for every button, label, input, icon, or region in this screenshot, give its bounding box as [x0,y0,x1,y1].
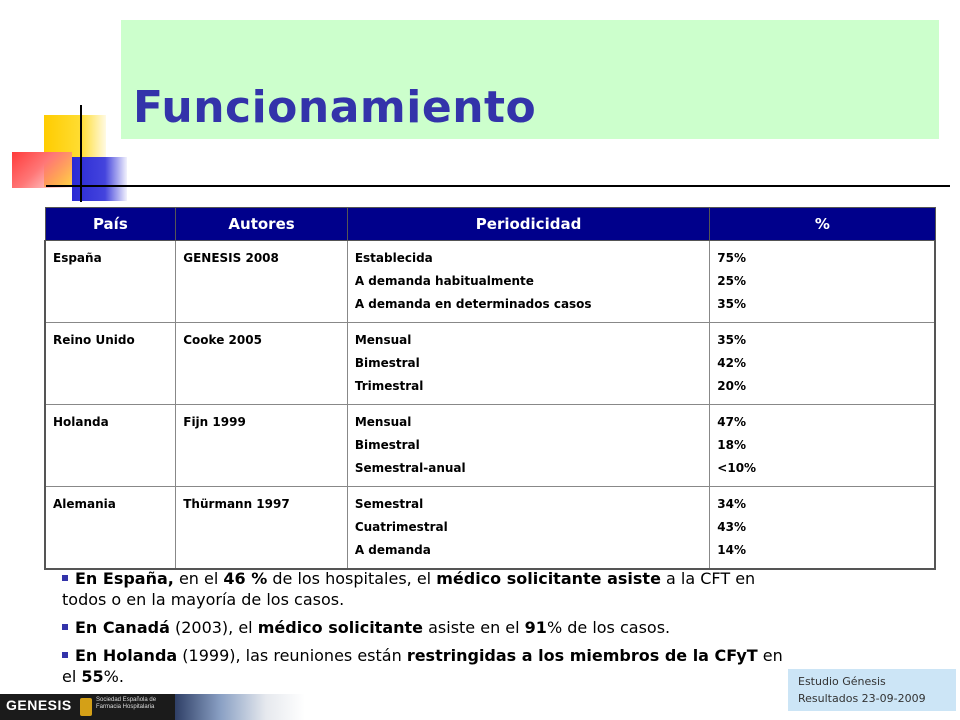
cell-pais: Alemania [45,487,176,570]
cell-periodicidad [347,323,709,405]
percent-line: 14% [717,543,747,557]
cell-autores: Thürmann 1997 [176,487,348,570]
table-row [45,487,935,570]
sefh-emblem-icon [80,698,92,716]
cell-percent [710,487,935,570]
periodicidad-line: Semestral-anual [354,461,466,475]
table-row [45,405,935,487]
cell-autores: GENESIS 2008 [176,241,348,323]
bullet-marker [62,624,68,630]
table-row [45,241,935,323]
sefh-logo-text [96,697,156,711]
decorative-red-square [12,152,72,188]
sefh-line: Farmacia Hospitalaria [96,704,155,710]
cell-pais: España [45,241,176,323]
periodicidad-line: Bimestral [354,356,420,370]
table-row [45,323,935,405]
percent-line: 35% [717,333,747,347]
bullet-marker [62,652,68,658]
bullet-bold: En Canadá [75,618,170,637]
bullet-text: de los hospitales, el [267,569,437,588]
cell-percent [710,323,935,405]
bullet-text: % de los casos. [546,618,671,637]
studies-table [44,207,936,570]
percent-line: 20% [717,379,747,393]
cell-pais: Holanda [45,405,176,487]
cell-autores: Cooke 2005 [176,323,348,405]
study-info-box [788,669,956,711]
cell-periodicidad [347,487,709,570]
bullet-bold: En Holanda [75,646,178,665]
bullet-text: asiste en el [423,618,525,637]
bullet-text: a la CFT en todos o en la mayoría de los casos. [62,569,756,609]
bullet-bold: restringidas a los miembros de la CFyT [406,646,758,665]
header-pais: País [45,208,176,241]
percent-line: 43% [717,520,747,534]
cell-percent [710,241,935,323]
periodicidad-line: Mensual [354,415,412,429]
bullet-text: en el [173,569,224,588]
bullet-bold: 46 % [223,569,268,588]
periodicidad-line: A demanda en determinados casos [354,297,592,311]
percent-line: <10% [717,461,757,475]
decorative-vertical-line [80,105,82,202]
bullet-bold: En España, [75,569,174,588]
bullet-bold: 55 [81,667,104,686]
decorative-horizontal-line [46,185,950,187]
percent-line: 35% [717,297,747,311]
percent-line: 18% [717,438,747,452]
study-name: Estudio Génesis [798,675,886,688]
header-percent: % [710,208,935,241]
header-periodicidad: Periodicidad [347,208,709,241]
sefh-line: Sociedad Española de [96,697,157,703]
periodicidad-line: A demanda habitualmente [354,274,534,288]
bullet-text: (1999), las reuniones están [177,646,407,665]
bullet-text: (2003), el [169,618,258,637]
percent-line: 47% [717,415,747,429]
periodicidad-line: Establecida [354,251,433,265]
periodicidad-line: Trimestral [354,379,424,393]
genesis-logo-text: GENESIS [6,697,72,713]
periodicidad-line: A demanda [354,543,431,557]
percent-line: 75% [717,251,747,265]
slide-title: Funcionamiento [133,82,537,133]
bullet-bold: médico solicitante [257,618,424,637]
cell-autores: Fijn 1999 [176,405,348,487]
bullet-item [62,645,802,687]
results-date: Resultados 23-09-2009 [798,692,926,705]
table-header-row [45,208,935,241]
periodicidad-line: Semestral [354,497,424,511]
bullet-marker [62,575,68,581]
bullet-item [62,568,802,610]
periodicidad-line: Cuatrimestral [354,520,448,534]
bullet-text: en el [62,646,783,686]
percent-line: 25% [717,274,747,288]
footer-photo [175,694,305,720]
bullet-bold: médico solicitante asiste [436,569,661,588]
cell-periodicidad [347,405,709,487]
cell-periodicidad [347,241,709,323]
percent-line: 42% [717,356,747,370]
percent-line: 34% [717,497,747,511]
periodicidad-line: Mensual [354,333,412,347]
header-autores: Autores [176,208,348,241]
periodicidad-line: Bimestral [354,438,420,452]
cell-pais: Reino Unido [45,323,176,405]
bullet-list [62,568,802,694]
bullet-text: %. [103,667,124,686]
cell-percent [710,405,935,487]
bullet-item [62,617,802,638]
bullet-bold: 91 [524,618,547,637]
